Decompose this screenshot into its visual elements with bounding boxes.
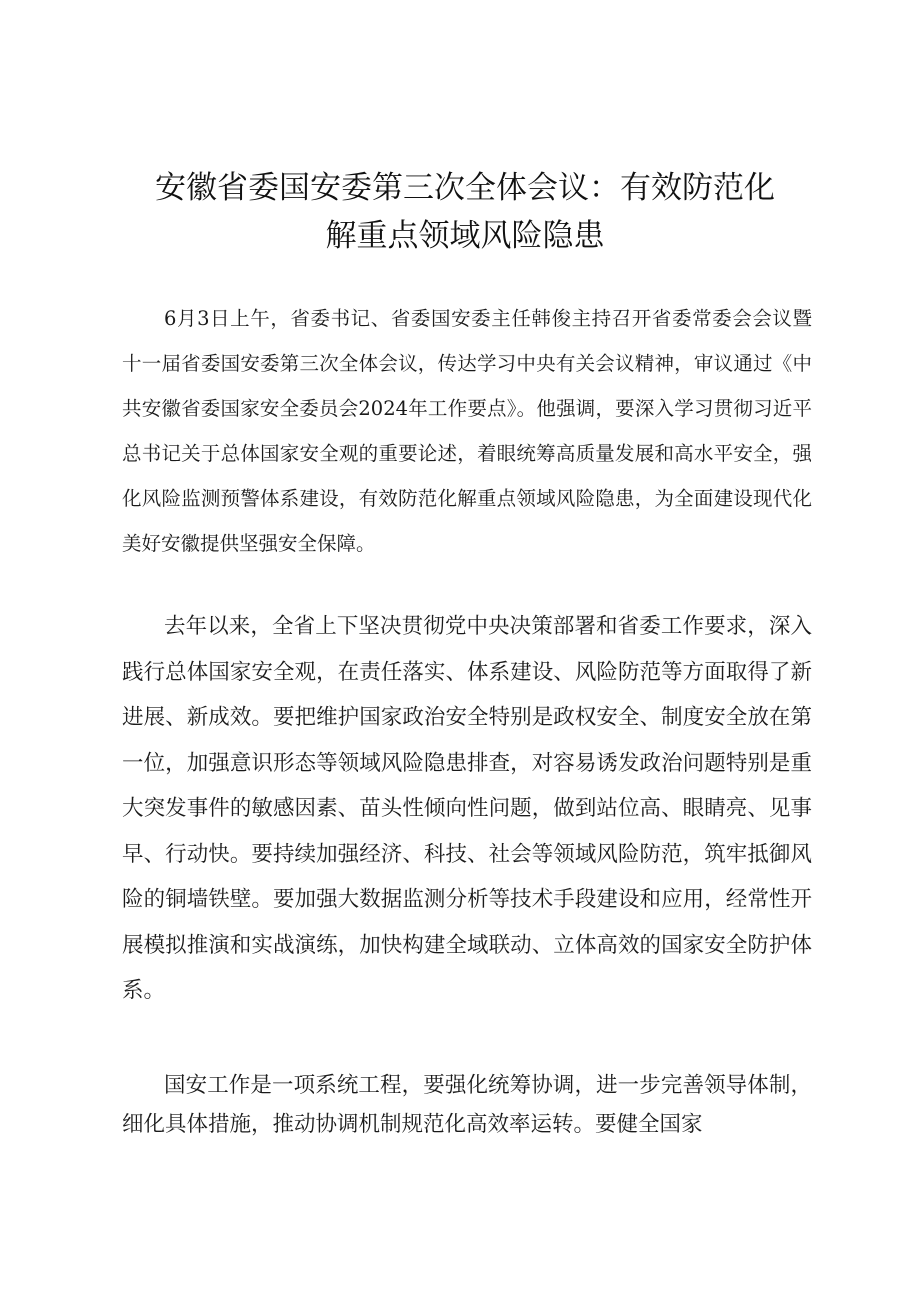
document-title	[120, 164, 810, 260]
title-line-1: 安徽省委国安委第三次全体会议：有效防范化	[155, 170, 775, 206]
title-line-2: 解重点领域风险隐患	[325, 218, 605, 254]
paragraph-2: 去年以来，全省上下坚决贯彻党中央决策部署和省委工作要求，深入践行总体国家安全观，在责任落实、体系建设、风险防范等方面取得了新进展、新成效。要把维护国家政治安全特别是政权安全、制度安全放在第一位，加强意识形态等领域风险隐患排查，对容易诱发政治问题特别是重大突发事件的敏感因素、苗头性倾向性问题，做到站位高、眼睛亮、见事早、行动快。要持续加强经济、科技、社会等领域风险防范，筑牢抵御风险的铜墙铁壁。要加强大数据监测分析等技术手段建设和应用，经常性开展模拟推演和实战演练，加快构建全域联动、立体高效的国家安全防护体系。	[122, 614, 812, 1003]
paragraph-1: 6月3日上午，省委书记、省委国安委主任韩俊主持召开省委常委会会议暨十一届省委国安委第三次全体会议，传达学习中央有关会议精神，审议通过《中共安徽省委国家安全委员会2024年工作要点》。他强调，要深入学习贯彻习近平总书记关于总体国家安全观的重要论述，着眼统筹高质量发展和高水平安全，强化风险监测预警体系建设，有效防范化解重点领域风险隐患，为全面建设现代化美好安徽提供坚强安全保障。	[122, 307, 812, 555]
paragraph-3: 国安工作是一项系统工程，要强化统筹协调，进一步完善领导体制，细化具体措施，推动协调机制规范化高效率运转。要健全国家	[122, 1073, 812, 1137]
